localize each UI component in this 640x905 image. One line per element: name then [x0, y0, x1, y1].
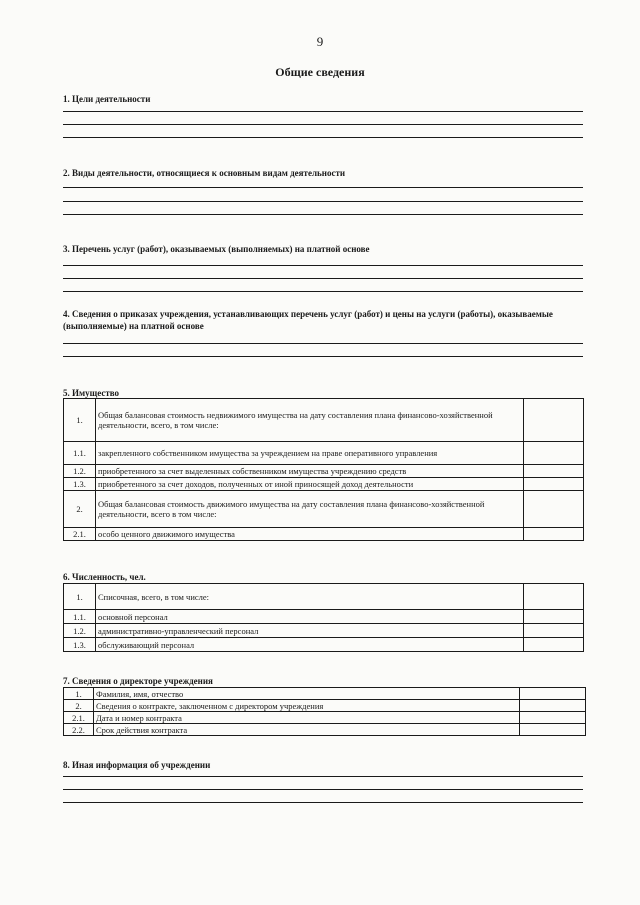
table-row — [64, 638, 584, 652]
section-8-line[interactable] — [63, 776, 583, 777]
row-label: Дата и номер контракта — [94, 712, 520, 724]
section-6-heading: 6. Численность, чел. — [63, 572, 146, 582]
row-number: 1. — [64, 584, 96, 610]
row-label: Общая балансовая стоимость движимого имущества на дату составления плана финансово-хозяйственной деятельности, всего в том числе: — [96, 491, 524, 528]
section-4-heading: 4. Сведения о приказах учреждения, устанавливающих перечень услуг (работ) и цены на услуги (работы), оказываемые (выполняемые) на платной основе — [63, 309, 553, 331]
row-label: Фамилия, имя, отчество — [94, 688, 520, 700]
row-label: закрепленного собственником имущества за учреждением на праве оперативного управления — [96, 442, 524, 465]
section-8-line[interactable] — [63, 789, 583, 790]
staff-table — [63, 583, 584, 652]
value-cell[interactable] — [524, 624, 584, 638]
section-7-heading: 7. Сведения о директоре учреждения — [63, 676, 213, 686]
section-3-line[interactable] — [63, 265, 583, 266]
value-cell[interactable] — [524, 528, 584, 541]
row-number: 1.1. — [64, 442, 96, 465]
section-2-line[interactable] — [63, 187, 583, 188]
table-row — [64, 465, 584, 478]
table-row — [64, 584, 584, 610]
value-cell[interactable] — [520, 688, 586, 700]
value-cell[interactable] — [520, 712, 586, 724]
document-title: Общие сведения — [275, 65, 365, 79]
row-number: 1.2. — [64, 624, 96, 638]
table-row — [64, 399, 584, 442]
section-3-line[interactable] — [63, 291, 583, 292]
row-number: 2. — [64, 491, 96, 528]
value-cell[interactable] — [524, 399, 584, 442]
row-label: приобретенного за счет выделенных собственником имущества учреждению средств — [96, 465, 524, 478]
table-row — [64, 528, 584, 541]
value-cell[interactable] — [524, 465, 584, 478]
section-5-heading: 5. Имущество — [63, 388, 120, 398]
section-4-line[interactable] — [63, 343, 583, 344]
row-number: 1. — [64, 399, 96, 442]
value-cell[interactable] — [524, 478, 584, 491]
row-label: приобретенного за счет доходов, полученных от иной приносящей доход деятельности — [96, 478, 524, 491]
row-number: 1.3. — [64, 478, 96, 491]
property-table — [63, 398, 584, 541]
section-4-line[interactable] — [63, 356, 583, 357]
row-number: 2. — [64, 700, 94, 712]
row-label: Сведения о контракте, заключенном с директором учреждения — [94, 700, 520, 712]
section-2-line[interactable] — [63, 214, 583, 215]
section-1-line[interactable] — [63, 124, 583, 125]
table-row — [64, 478, 584, 491]
row-number: 1. — [64, 688, 94, 700]
value-cell[interactable] — [524, 442, 584, 465]
row-label: особо ценного движимого имущества — [96, 528, 524, 541]
row-number: 1.3. — [64, 638, 96, 652]
row-label: основной персонал — [96, 610, 524, 624]
section-1-line[interactable] — [63, 111, 583, 112]
table-row — [64, 688, 586, 700]
section-8-heading: 8. Иная информация об учреждении — [63, 760, 211, 770]
row-number: 1.2. — [64, 465, 96, 478]
row-label: Списочная, всего, в том числе: — [96, 584, 524, 610]
row-number: 1.1. — [64, 610, 96, 624]
section-1-line[interactable] — [63, 137, 583, 138]
row-label: обслуживающий персонал — [96, 638, 524, 652]
row-label: административно-управленческий персонал — [96, 624, 524, 638]
page-number: 9 — [316, 34, 324, 49]
table-row — [64, 491, 584, 528]
section-3-line[interactable] — [63, 278, 583, 279]
table-row — [64, 624, 584, 638]
section-3-heading: 3. Перечень услуг (работ), оказываемых (выполняемых) на платной основе — [63, 244, 370, 254]
row-label: Общая балансовая стоимость недвижимого имущества на дату составления плана финансово-хозяйственной деятельности, всего, в том числе: — [96, 399, 524, 442]
table-row — [64, 724, 586, 736]
section-2-line[interactable] — [63, 201, 583, 202]
section-1-heading: 1. Цели деятельности — [63, 94, 151, 104]
row-number: 2.1. — [64, 528, 96, 541]
table-row — [64, 700, 586, 712]
director-table — [63, 687, 586, 736]
value-cell[interactable] — [520, 724, 586, 736]
section-2-heading: 2. Виды деятельности, относящиеся к основным видам деятельности — [63, 168, 346, 178]
table-row — [64, 712, 586, 724]
value-cell[interactable] — [520, 700, 586, 712]
value-cell[interactable] — [524, 638, 584, 652]
row-number: 2.1. — [64, 712, 94, 724]
row-number: 2.2. — [64, 724, 94, 736]
section-8-line[interactable] — [63, 802, 583, 803]
table-row — [64, 610, 584, 624]
row-label: Срок действия контракта — [94, 724, 520, 736]
value-cell[interactable] — [524, 610, 584, 624]
value-cell[interactable] — [524, 584, 584, 610]
value-cell[interactable] — [524, 491, 584, 528]
table-row — [64, 442, 584, 465]
